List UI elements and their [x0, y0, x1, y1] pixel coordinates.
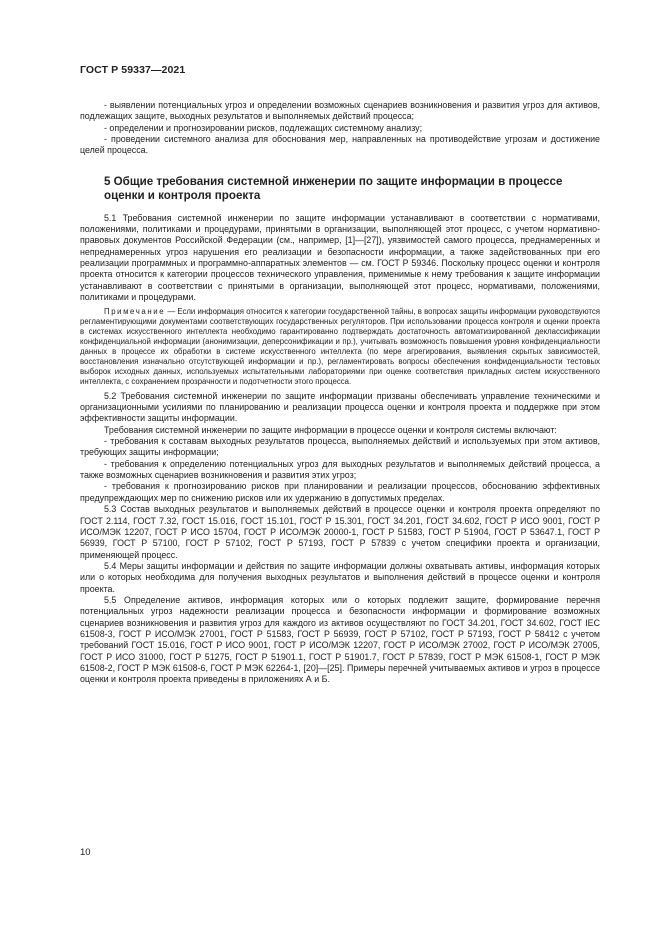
note [80, 307, 600, 386]
intro-bullet: - проведении системного анализа для обоснования мер, направленных на противодействие угрозам и достижение целей процесса. [80, 134, 600, 156]
requirement-bullet: - требования к составам выходных результатов процесса, выполняемых действий и используемых при этом активов, требующих защиты информации; [80, 436, 600, 458]
paragraph-5-5: 5.5 Определение активов, информация которых или о которых подлежит защите, формирование перечня потенциальных угроз надежности реализации процесса и безопасности информации и формирование возможных сценариев возникновения и развития угроз для каждого из активов осуществляют по ГОСТ 34.201, ГОСТ 34.602, ГОСТ IEC 61508-3, ГОСТ Р ИСО/МЭК 27001, ГОСТ Р 51583, ГОСТ Р 56939, ГОСТ Р 57102, ГОСТ Р 57193, ГОСТ Р 58412 с учетом требований ГОСТ 15.016, ГОСТ Р ИСО 9001, ГОСТ Р ИСО/МЭК 12207, ГОСТ Р ИСО/МЭК 27002, ГОСТ Р ИСО/МЭК 27005, ГОСТ Р ИСО 31000, ГОСТ Р 51275, ГОСТ Р 51901.1, ГОСТ Р 51901.7, ГОСТ Р 57839, ГОСТ Р МЭК 61508-1, ГОСТ Р МЭК 61508-2, ГОСТ Р МЭК 61508-6, ГОСТ Р МЭК 62264-1, [20]—[25]. Примеры перечней учитываемых активов и угроз в процессе оценки и контроля проекта приведены в приложениях А и Б. [80, 594, 600, 685]
paragraph-5-4: 5.4 Меры защиты информации и действия по защите информации должны охватывать активы, информация которых или о которых необходима для получения выходных результатов и выполнения действий в процессе оценки и контроля проекта. [80, 560, 600, 594]
requirement-bullet: - требования к прогнозированию рисков при планировании и реализации процессов, обоснованию эффективных предупреждающих мер по снижению рисков или их удержанию в допустимых пределах. [80, 481, 600, 503]
intro-bullet: - определении и прогнозировании рисков, подлежащих системному анализу; [104, 122, 423, 133]
paragraph-5-3: 5.3 Состав выходных результатов и выполняемых действий в процессе оценки и контроля проекта определяют по ГОСТ 2.114, ГОСТ 7.32, ГОСТ 15.016, ГОСТ 15.101, ГОСТ Р 15.301, ГОСТ 34.201, ГОСТ 34.602, ГОСТ Р ИСО 9001, ГОСТ Р ИСО/МЭК 12207, ГОСТ Р ИСО 15704, ГОСТ Р ИСО/МЭК 20000-1, ГОСТ Р 51583, ГОСТ Р 51904, ГОСТ Р 53647.1, ГОСТ Р 56939, ГОСТ Р 57100, ГОСТ Р 57102, ГОСТ Р 57193, ГОСТ Р 57839 с учетом специфики проекта и организации, применяющей процесс. [80, 504, 600, 560]
paragraph-5-2-intro: Требования системной инженерии по защите информации в процессе оценки и контроля системы включают: [104, 424, 557, 435]
intro-bullet: - выявлении потенциальных угроз и определении возможных сценариев возникновения и развития угроз для активов, подлежащих защите, выходных результатов и выполняемых действий процесса; [80, 100, 600, 122]
paragraph-5-1: 5.1 Требования системной инженерии по защите информации устанавливают в соответствии с нормативами, положениями, политиками и процедурами, принятыми в организации, выполняющей этот процесс, с учетом нормативно-правовых документов Российской Федерации (см., например, [1]—[27]), уязвимостей самого процесса, преднамеренных и непреднамеренных угроз нарушения его реализации и безопасности информации, а также задействованных при его реализации программных и программно-аппаратных элементов — см. ГОСТ Р 59346. Поскольку процесс оценки и контроля проекта относится к категории процессов технического управления, применимые к нему требования к защите информации устанавливают в соответствии с принятыми в организации, выполняющей этот процесс, нормативами, положениями, политиками и процедурами. [80, 212, 600, 303]
note-text: — Если информация относится к категории государственной тайны, в вопросах защиты информации руководствуются регламентирующими документами соответствующих государственных регуляторов. При использовании процесса контроля и оценки проекта в системах искусственного интеллекта необходимо гарантированно подтверждать достаточность автоматизированной деклассификации конфиденциальной информации (анонимизации, деперсонификации и пр.), учитывать возможность повышения уровня конфиденциальности данных в процессе их обработки в системе искусственного интеллекта (по мере агрегирования, выявления скрытых зависимостей, восстановления изначально отсутствующей информации и пр.), регламентировать вопросы обеспечения конфиденциальности тестовых выборок исходных данных, используемых испытательными лабораториями при оценке соответствия прикладных систем искусственного интеллекта, с сохранением прозрачности и подотчетности этого процесса. [80, 307, 600, 386]
note-label: Примечание [104, 307, 166, 317]
paragraph-5-2: 5.2 Требования системной инженерии по защите информации призваны обеспечивать управление техническими и организационными усилиями по планированию и реализации процесса оценки и контроля проекта и поддержке при этом эффективности защиты информации. [80, 390, 600, 424]
page-number: 10 [80, 847, 91, 858]
section-heading: 5 Общие требования системной инженерии по защите информации в процессе оценки и контроля проекта [104, 174, 563, 203]
requirement-bullet: - требования к определению потенциальных угроз для выходных результатов и выполняемых действий процесса, а также возможных сценариев возникновения и развития этих угроз; [80, 458, 600, 481]
page-header: ГОСТ Р 59337—2021 [80, 64, 186, 76]
document-body [80, 100, 600, 686]
